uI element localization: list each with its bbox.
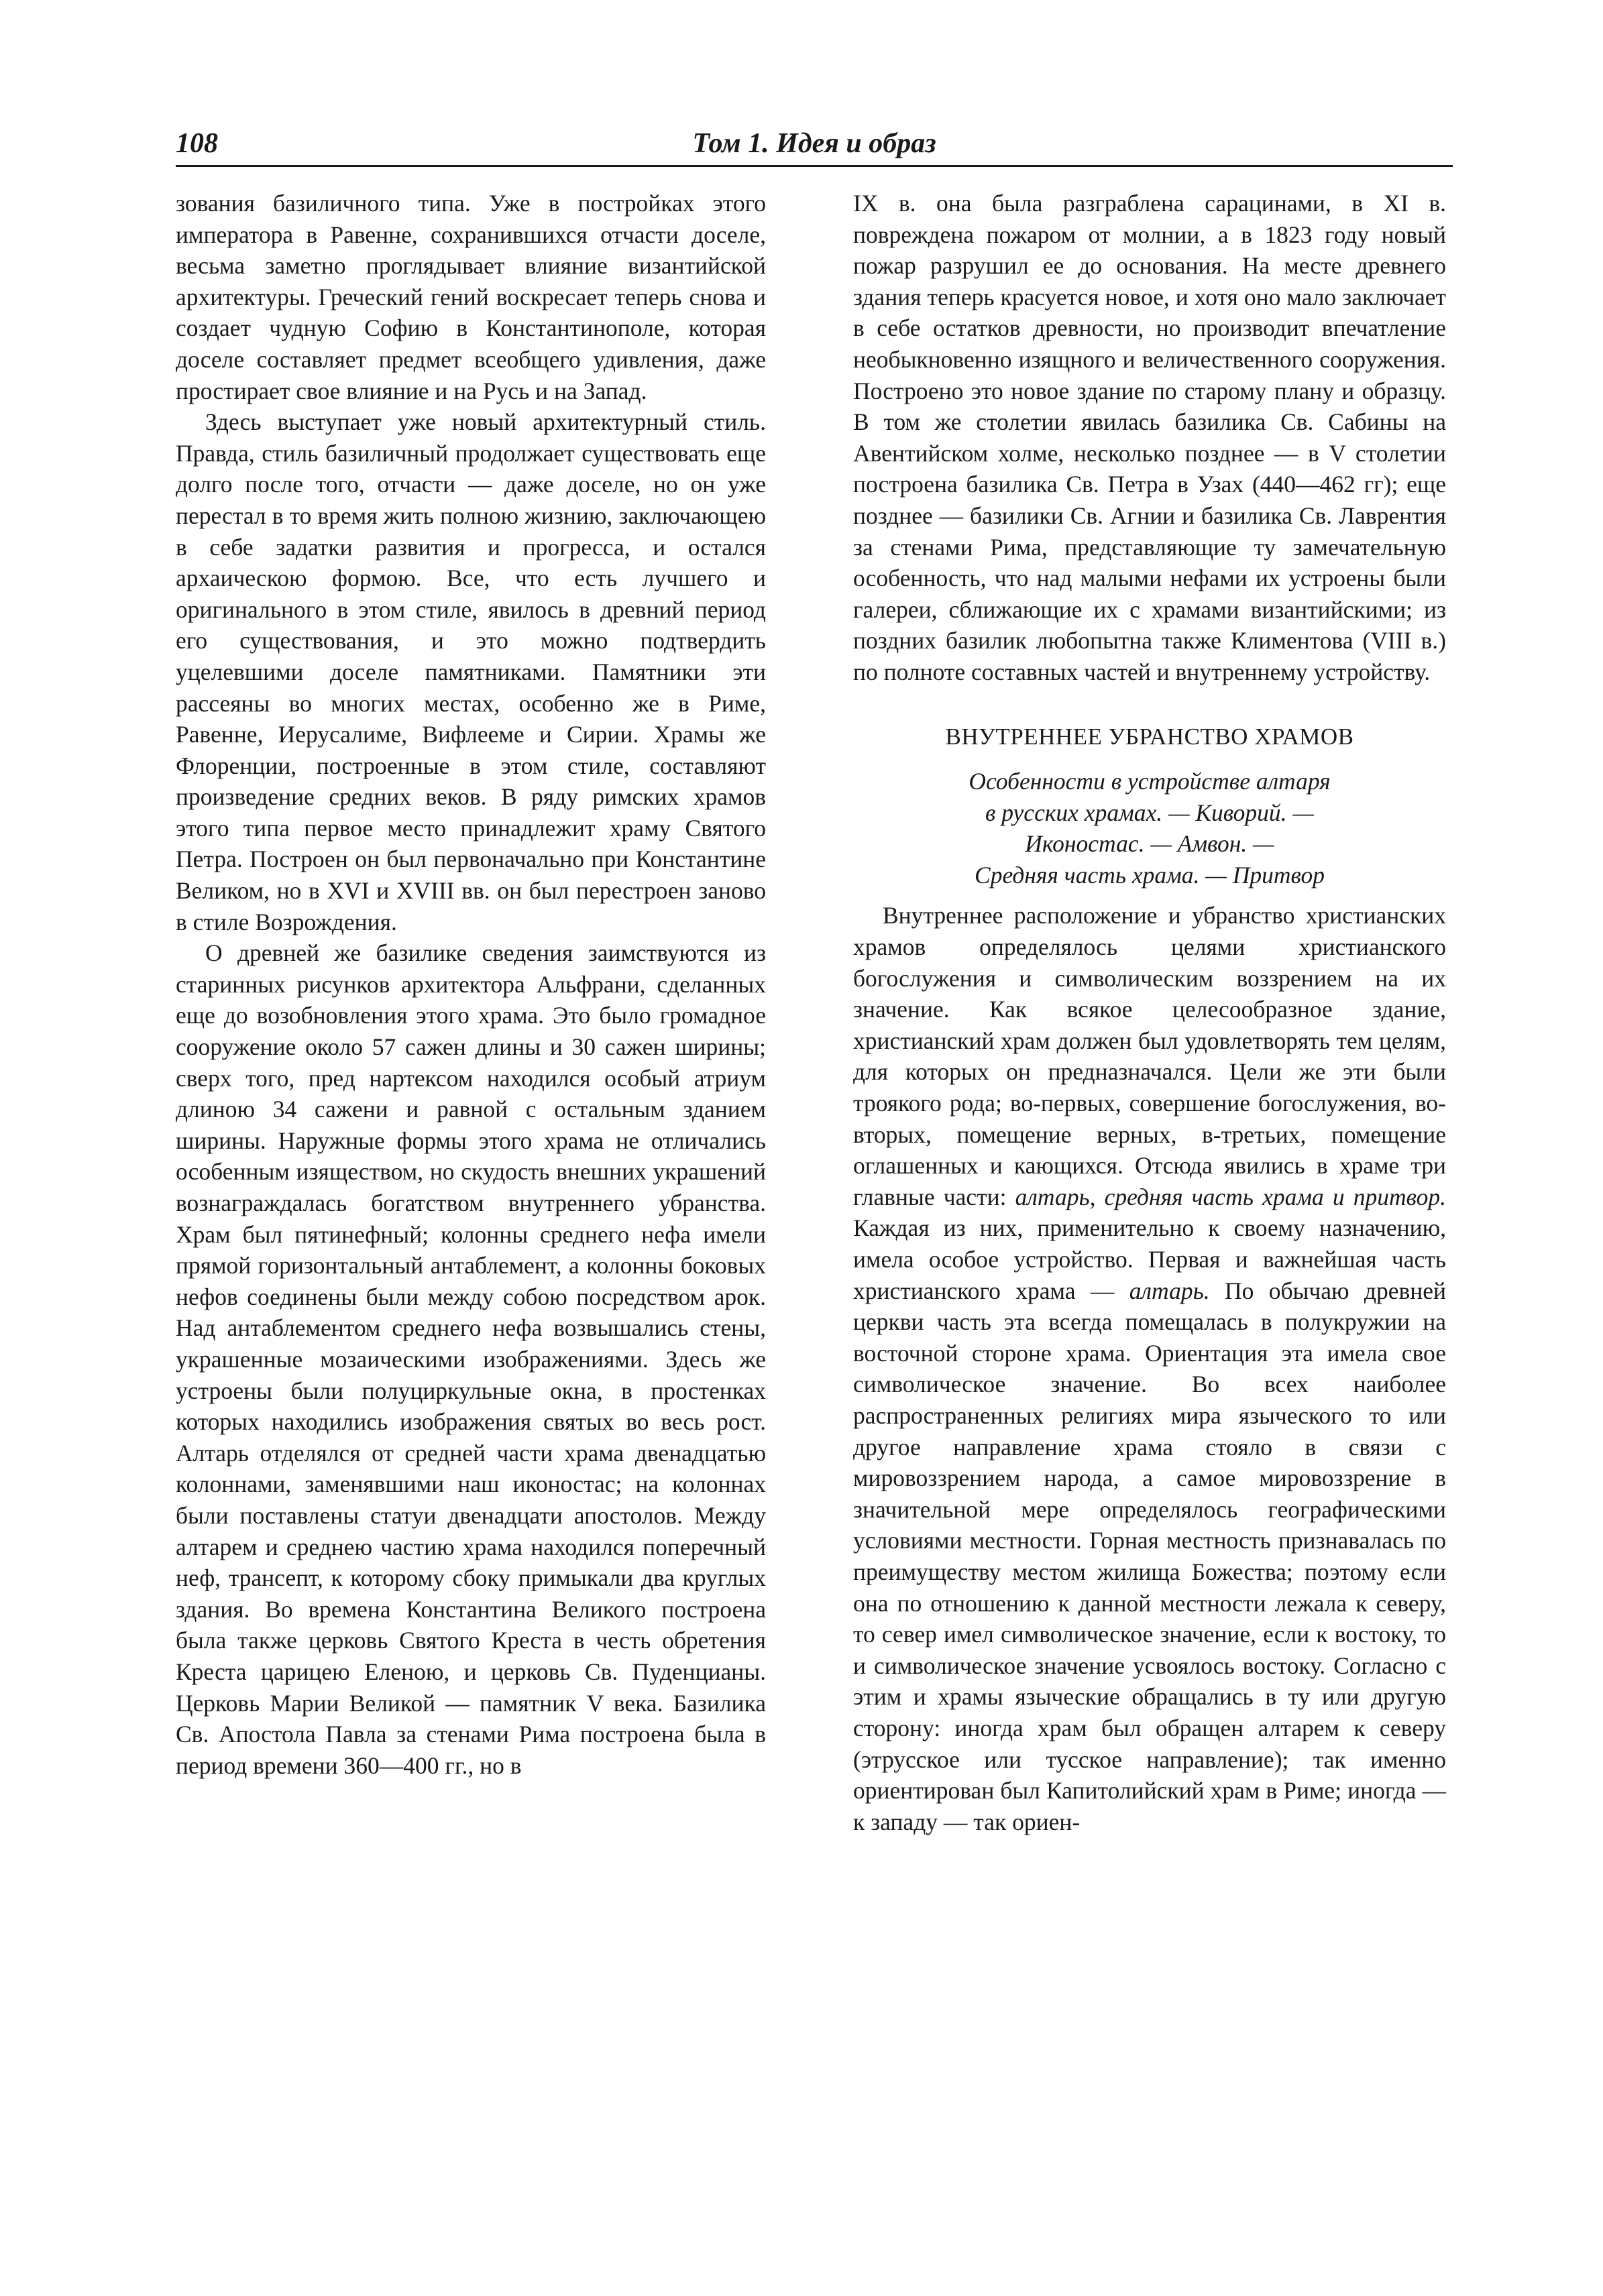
- emphasis-text: алтарь.: [1129, 1277, 1210, 1304]
- paragraph: О древней же базилике сведения заимствуются из старинных рисунков архитектора Альфрани, сделанных еще до возобновления этого храма. Это было громадное сооружение около 57 сажен длины и 30 сажен ширины; сверх того, пред нартексом находился особый атриум длиною 34 сажени и равной с остальным зданием ширины. Наружные формы этого храма не отличались особенным изяществом, но скудость внешних украшений вознаграждалась богатством внутреннего убранства. Храм был пятинефный; колонны среднего нефа имели прямой горизонтальный антаблемент, а колонны боковых нефов соединены были между собою посредством арок. Над антаблементом среднего нефа возвышались стены, украшенные мозаическими изображениями. Здесь же устроены были полуциркульные окна, в простенках которых находились изображения святых во весь рост. Алтарь отделялся от средней части храма двенадцатью колоннами, заменявшими наш иконостас; на колоннах были поставлены статуи двенадцати апостолов. Между алтарем и среднею частию храма находился поперечный неф, трансепт, к которому сбоку примыкали два круглых здания. Во времена Константина Великого построена была также церковь Святого Креста в честь обретения Креста царицею Еленою, и церковь Св. Пуденцианы. Церковь Марии Великой — памятник V века. Базилика Св. Апостола Павла за стенами Рима построена была в период времени 360—400 гг., но в: [176, 939, 766, 1779]
- running-title: Том 1. Идея и образ: [692, 128, 936, 159]
- right-column: [853, 188, 1446, 1837]
- paragraph-text: По обычаю древней церкви часть эта всегда помещалась в полукружии на восточной стороне храма. Ориентация эта имела свое символическое значение. Во всех наиболее распространенных религиях мира языческого то или другое направление храма стояло в связи с мировоззрением народа, а самое мировоззрение в значительной мере определялось географическими условиями местности. Горная местность признавалась по преимуществу местом жилища Божества; поэтому если она по отношению к данной местности лежала к северу, то север имел символическое значение, если к востоку, то и символическое значение усвоялось востоку. Согласно с этим и храмы языческие обращались в ту или другую сторону: иногда храм был обращен алтарем к северу (этрусское или тусское направление); так именно ориентирован был Капитолийский храм в Риме; иногда — к западу — так ориен-: [853, 1277, 1446, 1835]
- paragraph-text: Каждая из них, применительно к своему назначению, имела особое устройство. Первая и важнейшая часть христианского храма —: [853, 1214, 1446, 1304]
- emphasis-text: алтарь, средняя часть храма и притвор.: [1015, 1183, 1446, 1210]
- page-header: [176, 122, 1453, 167]
- paragraph-text: Внутреннее расположение и убранство христианских храмов определялось целями христианского богослужения и символическим воззрением на их значение. Как всякое целесообразное здание, христианский храм должен был удовлетворять тем целям, для которых он предназначался. Цели же эти были троякого рода; во-первых, совершение богослужения, во-вторых, помещение верных, в-третьих, помещение оглашенных и кающихся. Отсюда явились в храме три главные части:: [853, 902, 1446, 1210]
- page-number: 108: [176, 128, 218, 159]
- paragraph: IX в. она была разграблена сарацинами, в XI в. повреждена пожаром от молнии, а в 1823 году новый пожар разрушил ее до основания. На месте древнего здания теперь красуется новое, и хотя оно мало заключает в себе остатков древности, но производит впечатление необыкновенно изящного и величественного сооружения. Построено это новое здание по старому плану и образцу. В том же столетии явилась базилика Св. Сабины на Авентийском холме, несколько позднее — в V столетии построена базилика Св. Петра в Узах (440—462 гг); еще позднее — базилики Св. Агнии и базилика Св. Лаврентия за стенами Рима, представляющие ту замечательную особенность, что над малыми нефами их устроены были галереи, сближающие их с храмами византийскими; из поздних базилик любопытна также Климентова (VIII в.) по полноте составных частей и внутреннему устройству.: [853, 190, 1446, 685]
- paragraph: зования базиличного типа. Уже в постройках этого императора в Равенне, сохранившихся отчасти доселе, весьма заметно проглядывает влияние византийской архитектуры. Греческий гений воскресает теперь снова и создает чудную Софию в Константинополе, которая доселе составляет предмет всеобщего удивления, даже простирает свое влияние и на Русь и на Запад.: [176, 190, 766, 404]
- paragraph: Здесь выступает уже новый архитектурный стиль. Правда, стиль базиличный продолжает существовать еще долго после того, отчасти — даже доселе, но он уже перестал в то время жить полною жизнию, заключающею в себе задатки развития и прогресса, и остался архаическою формою. Все, что есть лучшего и оригинального в этом стиле, явилось в древний период его существования, и это можно подтвердить уцелевшими доселе памятниками. Памятники эти рассеяны во многих местах, особенно же в Риме, Равенне, Иерусалиме, Вифлееме и Сирии. Храмы же Флоренции, построенные в этом стиле, составляют произведение средних веков. В ряду римских храмов этого типа первое место принадлежит храму Святого Петра. Построен он был первоначально при Константине Великом, но в XVI и XVIII вв. он был перестроен заново в стиле Возрождения.: [176, 408, 766, 935]
- left-column: [176, 188, 766, 1781]
- section-subtitle: Особенности в устройстве алтаря в русских храмах. — Киворий. — Иконостас. — Амвон. — Средняя часть храма. — Притвор: [969, 768, 1331, 888]
- paragraph: [853, 900, 1446, 1837]
- section-heading: ВНУТРЕННЕЕ УБРАНСТВО ХРАМОВ: [945, 723, 1354, 750]
